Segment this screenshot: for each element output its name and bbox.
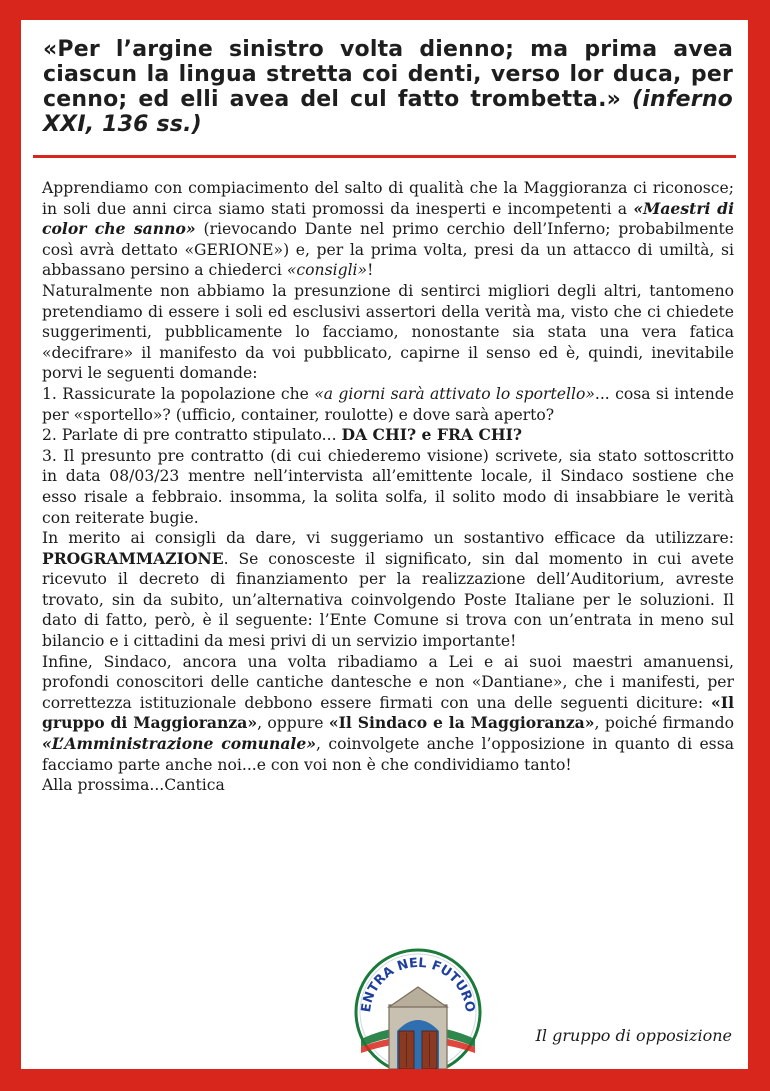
text-run: Infine, Sindaco, ancora una volta ribadiamo a Lei e ai suoi maestri amanuensi, profondi conoscitori delle cantiche dantesche e non «Dantiane», che i manifesti, per correttezza istituzionale debbono essere firmati con una delle seguenti diciture: xyxy=(42,652,734,712)
arch-gate-icon xyxy=(353,947,483,1069)
dante-quote xyxy=(43,37,733,137)
divider-rule xyxy=(33,155,736,158)
paragraph-presunzione: Naturalmente non abbiamo la presunzione di sentirci migliori degli altri, tantomeno pretendiamo di essere i soli ed esclusivi assertori della verità ma, visto che ci chiedete suggerimenti, pubblicamente lo facciamo, nonostante sia stata una vera fatica «decifrare» il manifesto da voi pubblicato, capirne il senso ed è, quindi, inevitabile porvi le seguenti domande: xyxy=(42,281,734,383)
question-1 xyxy=(42,384,734,425)
emphasis-da-chi: DA CHI? e FRA CHI? xyxy=(341,425,523,445)
poster-sheet xyxy=(21,20,748,1069)
emphasis-consigli: «consigli» xyxy=(286,261,368,280)
paragraph-programmazione xyxy=(42,528,734,652)
text-run: Apprendiamo con compiacimento del salto di qualità che la Maggioranza ci riconosce; in soli due anni circa siamo stati promossi da inesperti e incompetenti a xyxy=(42,179,734,218)
question-3: 3. Il presunto pre contratto (di cui chiederemo visione) scrivete, sia stato sottoscritto in data 08/03/23 mentre nell’intervista all’emittente locale, il Sindaco sostiene che esso risale a febbraio. insomma, la solita solfa, il solito modo di insabbiare le verità con reiterate bugie. xyxy=(42,446,734,527)
text-run: 1. Rassicurate la popolazione che xyxy=(42,384,315,403)
quote-citation: (inferno XXI, 136 ss.) xyxy=(43,87,733,137)
text-run: 2. Parlate di pre contratto stipulato... xyxy=(42,426,342,445)
question-2 xyxy=(42,425,734,446)
emphasis-sindaco-maggioranza: «Il Sindaco e la Maggioranza» xyxy=(328,713,595,733)
text-run: ... cosa si intende per «sportello»? (ufficio, container, roulotte) e dove sarà aperto? xyxy=(42,384,734,424)
closing-line: Alla prossima...Cantica xyxy=(42,776,225,795)
emphasis-programmazione: PROGRAMMAZIONE xyxy=(42,548,224,568)
emphasis-amministrazione: «L’Amministrazione comunale» xyxy=(42,734,317,754)
letter-body xyxy=(42,178,734,796)
emphasis-maestri: «Maestri di color che sanno» xyxy=(42,198,734,239)
text-run: In merito ai consigli da dare, vi suggeriamo un sostantivo efficace da utilizzare: xyxy=(42,529,734,548)
text-run: , poiché firmando xyxy=(594,714,734,733)
paragraph-intro xyxy=(42,178,734,281)
text-run: , coinvolgete anche l’opposizione in quanto di essa facciamo parte anche noi...e con voi non è che condividiamo tanto! xyxy=(42,735,734,774)
text-run: ! xyxy=(367,261,374,280)
text-run: , oppure xyxy=(257,714,329,733)
quote-text: «Per l’argine sinistro volta dienno; ma prima avea ciascun la lingua stretta coi denti, verso lor duca, per cenno; ed elli avea del cul fatto trombetta.» xyxy=(43,37,733,112)
paragraph-infine xyxy=(42,652,734,776)
emphasis-gruppo-maggioranza: «Il gruppo di Maggioranza» xyxy=(42,692,734,733)
text-run: . Se conosceste il significato, sin dal momento in cui avete ricevuto il decreto di finanziamento per la realizzazione dell’Auditorium, avreste trovato, sin da subito, un’alternativa coinvolgendo Poste Italiane per le soluzioni. Il dato di fatto, però, è il seguente: l’Ente Comune si trova con un’entrata in meno sul bilancio e i cittadini da mesi privi di un servizio importante! xyxy=(42,549,734,651)
text-run: (rievocando Dante nel primo cerchio dell’Inferno; probabilmente così avrà dettato «GERIONE») e, per la prima volta, presi da un attacco di umiltà, si abbassano persino a chiederci xyxy=(42,220,734,280)
signature: Il gruppo di opposizione xyxy=(535,1026,732,1045)
emphasis-sportello: «a giorni sarà attivato lo sportello» xyxy=(314,384,595,403)
logo-text: ENTRA NEL FUTURO xyxy=(358,955,478,1014)
